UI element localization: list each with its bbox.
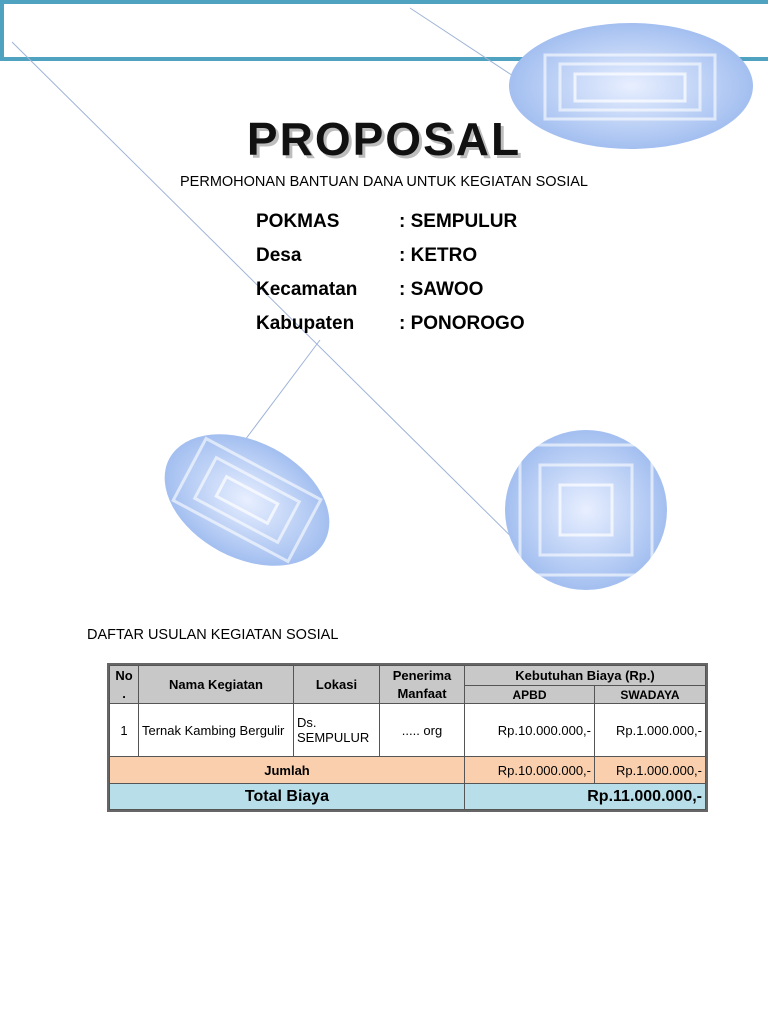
activity-table <box>109 665 706 810</box>
cell-no: 1 <box>110 704 139 757</box>
cell-nama: Ternak Kambing Bergulir <box>139 704 294 757</box>
info-value: : KETRO <box>399 245 478 266</box>
cell-swadaya: Rp.1.000.000,- <box>595 704 706 757</box>
cell-lokasi: Ds. SEMPULUR <box>294 704 380 757</box>
info-row-desa <box>256 245 525 279</box>
total-value: Rp.11.000.000,- <box>465 784 706 810</box>
total-label: Total Biaya <box>110 784 465 810</box>
info-label: Kabupaten <box>256 313 355 334</box>
header-penerima: Penerima Manfaat <box>380 666 465 704</box>
ellipse-right <box>505 430 667 590</box>
total-row <box>110 784 706 810</box>
info-row-kecamatan <box>256 279 525 313</box>
cell-apbd: Rp.10.000.000,- <box>465 704 595 757</box>
header-lokasi: Lokasi <box>294 666 380 704</box>
info-row-kabupaten <box>256 313 525 347</box>
header-no: No . <box>110 666 139 704</box>
info-row-pokmas <box>256 211 525 245</box>
ellipse-left <box>142 407 352 592</box>
proposal-subtitle: PERMOHONAN BANTUAN DANA UNTUK KEGIATAN SOSIAL <box>180 174 588 190</box>
info-value: : SAWOO <box>399 279 484 300</box>
jumlah-label: Jumlah <box>110 757 465 784</box>
header-kebutuhan: Kebutuhan Biaya (Rp.) <box>465 666 706 686</box>
jumlah-swadaya: Rp.1.000.000,- <box>595 757 706 784</box>
header-swadaya: SWADAYA <box>595 686 706 704</box>
info-value: : SEMPULUR <box>399 211 518 232</box>
jumlah-row <box>110 757 706 784</box>
header-apbd: APBD <box>465 686 595 704</box>
info-label: Desa <box>256 245 302 266</box>
proposal-title: PROPOSAL <box>246 113 522 165</box>
list-title: DAFTAR USULAN KEGIATAN SOSIAL <box>87 627 339 643</box>
cell-penerima: ..... org <box>380 704 465 757</box>
info-value: : PONOROGO <box>399 313 525 334</box>
info-block <box>256 211 525 347</box>
info-label: Kecamatan <box>256 279 358 300</box>
header-nama: Nama Kegiatan <box>139 666 294 704</box>
info-label: POKMAS <box>256 211 340 232</box>
jumlah-apbd: Rp.10.000.000,- <box>465 757 595 784</box>
table-row <box>110 704 706 757</box>
